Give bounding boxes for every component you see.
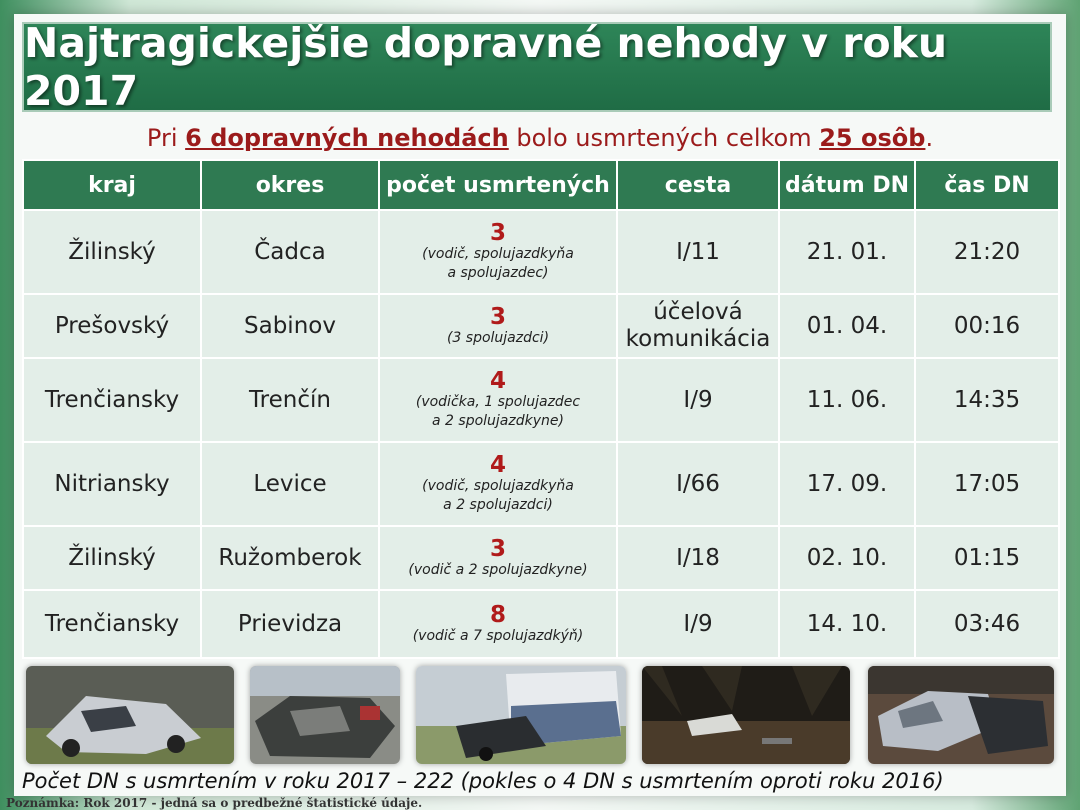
cell-count bbox=[379, 294, 617, 358]
cell-count bbox=[379, 442, 617, 526]
cell-okres: Trenčín bbox=[201, 358, 379, 442]
title-banner bbox=[22, 19, 1052, 115]
cell-cas: 00:16 bbox=[915, 294, 1059, 358]
victims-note: (vodič a 7 spolujazdkýň) bbox=[412, 627, 584, 644]
cell-count bbox=[379, 358, 617, 442]
header-kraj: kraj bbox=[23, 160, 201, 210]
crash-photo-2 bbox=[250, 666, 400, 764]
table-header-row bbox=[23, 160, 1059, 210]
accidents-table bbox=[22, 159, 1060, 659]
cell-okres: Sabinov bbox=[201, 294, 379, 358]
cell-okres: Čadca bbox=[201, 210, 379, 294]
victims-count: 4 bbox=[489, 368, 506, 394]
header-cesta: cesta bbox=[617, 160, 779, 210]
summary-accidents: 6 dopravných nehodách bbox=[185, 124, 509, 152]
victims-note: (vodič, spolujazdkyňa a spolujazdec) bbox=[422, 246, 574, 281]
cell-datum: 14. 10. bbox=[779, 590, 915, 658]
victims-note: (3 spolujazdci) bbox=[446, 329, 550, 346]
cell-datum: 01. 04. bbox=[779, 294, 915, 358]
victims-note: (vodič, spolujazdkyňa a 2 spolujazdci) bbox=[422, 478, 574, 513]
cell-datum: 02. 10. bbox=[779, 526, 915, 590]
cell-kraj: Trenčiansky bbox=[23, 358, 201, 442]
summary-line bbox=[14, 124, 1066, 152]
cell-count bbox=[379, 210, 617, 294]
header-cas: čas DN bbox=[915, 160, 1059, 210]
cell-cas: 21:20 bbox=[915, 210, 1059, 294]
cell-datum: 11. 06. bbox=[779, 358, 915, 442]
crash-photo-4 bbox=[642, 666, 850, 764]
summary-text: bolo usmrtených celkom bbox=[508, 124, 820, 152]
victims-note: (vodička, 1 spolujazdec a 2 spolujazdkyne) bbox=[415, 394, 581, 429]
cell-cesta: účelová komunikácia bbox=[617, 294, 779, 358]
cell-cesta: I/18 bbox=[617, 526, 779, 590]
cell-cesta: I/9 bbox=[617, 590, 779, 658]
crash-photo-3 bbox=[416, 666, 626, 764]
table-row bbox=[23, 358, 1059, 442]
header-count: počet usmrtených bbox=[379, 160, 617, 210]
table-row bbox=[23, 210, 1059, 294]
slide bbox=[14, 14, 1066, 796]
cell-cas: 03:46 bbox=[915, 590, 1059, 658]
cell-cesta: I/66 bbox=[617, 442, 779, 526]
summary-text: Pri bbox=[146, 124, 186, 152]
cell-kraj: Žilinský bbox=[23, 210, 201, 294]
cell-kraj: Žilinský bbox=[23, 526, 201, 590]
table-row bbox=[23, 526, 1059, 590]
cell-cas: 01:15 bbox=[915, 526, 1059, 590]
header-okres: okres bbox=[201, 160, 379, 210]
victims-note: (vodič a 2 spolujazdkyne) bbox=[408, 561, 588, 578]
footnote: Poznámka: Rok 2017 - jedná sa o predbežné štatistické údaje. bbox=[6, 796, 423, 810]
cell-okres: Prievidza bbox=[201, 590, 379, 658]
footer-note: Počet DN s usmrtením v roku 2017 – 222 (pokles o 4 DN s usmrtením oproti roku 2016) bbox=[22, 769, 944, 793]
cell-count bbox=[379, 590, 617, 658]
cell-kraj: Trenčiansky bbox=[23, 590, 201, 658]
victims-count: 8 bbox=[489, 601, 506, 628]
cell-cesta: I/11 bbox=[617, 210, 779, 294]
cell-okres: Levice bbox=[201, 442, 379, 526]
cell-cas: 14:35 bbox=[915, 358, 1059, 442]
table-row bbox=[23, 590, 1059, 658]
crash-photo-1 bbox=[26, 666, 234, 764]
cell-count bbox=[379, 526, 617, 590]
victims-count: 3 bbox=[489, 535, 506, 562]
cell-cesta: I/9 bbox=[617, 358, 779, 442]
summary-persons: 25 osôb bbox=[819, 124, 926, 152]
header-datum: dátum DN bbox=[779, 160, 915, 210]
cell-datum: 21. 01. bbox=[779, 210, 915, 294]
table-row bbox=[23, 294, 1059, 358]
table-row bbox=[23, 442, 1059, 526]
photo-strip bbox=[22, 664, 1058, 766]
victims-count: 3 bbox=[489, 303, 506, 330]
crash-photo-5 bbox=[868, 666, 1054, 764]
cell-kraj: Nitriansky bbox=[23, 442, 201, 526]
cell-cas: 17:05 bbox=[915, 442, 1059, 526]
cell-okres: Ružomberok bbox=[201, 526, 379, 590]
summary-text: . bbox=[925, 124, 934, 152]
victims-count: 4 bbox=[489, 452, 506, 478]
victims-count: 3 bbox=[489, 220, 506, 246]
cell-kraj: Prešovský bbox=[23, 294, 201, 358]
page-title: Najtragickejšie dopravné nehody v roku 2017 bbox=[24, 19, 948, 115]
cell-datum: 17. 09. bbox=[779, 442, 915, 526]
